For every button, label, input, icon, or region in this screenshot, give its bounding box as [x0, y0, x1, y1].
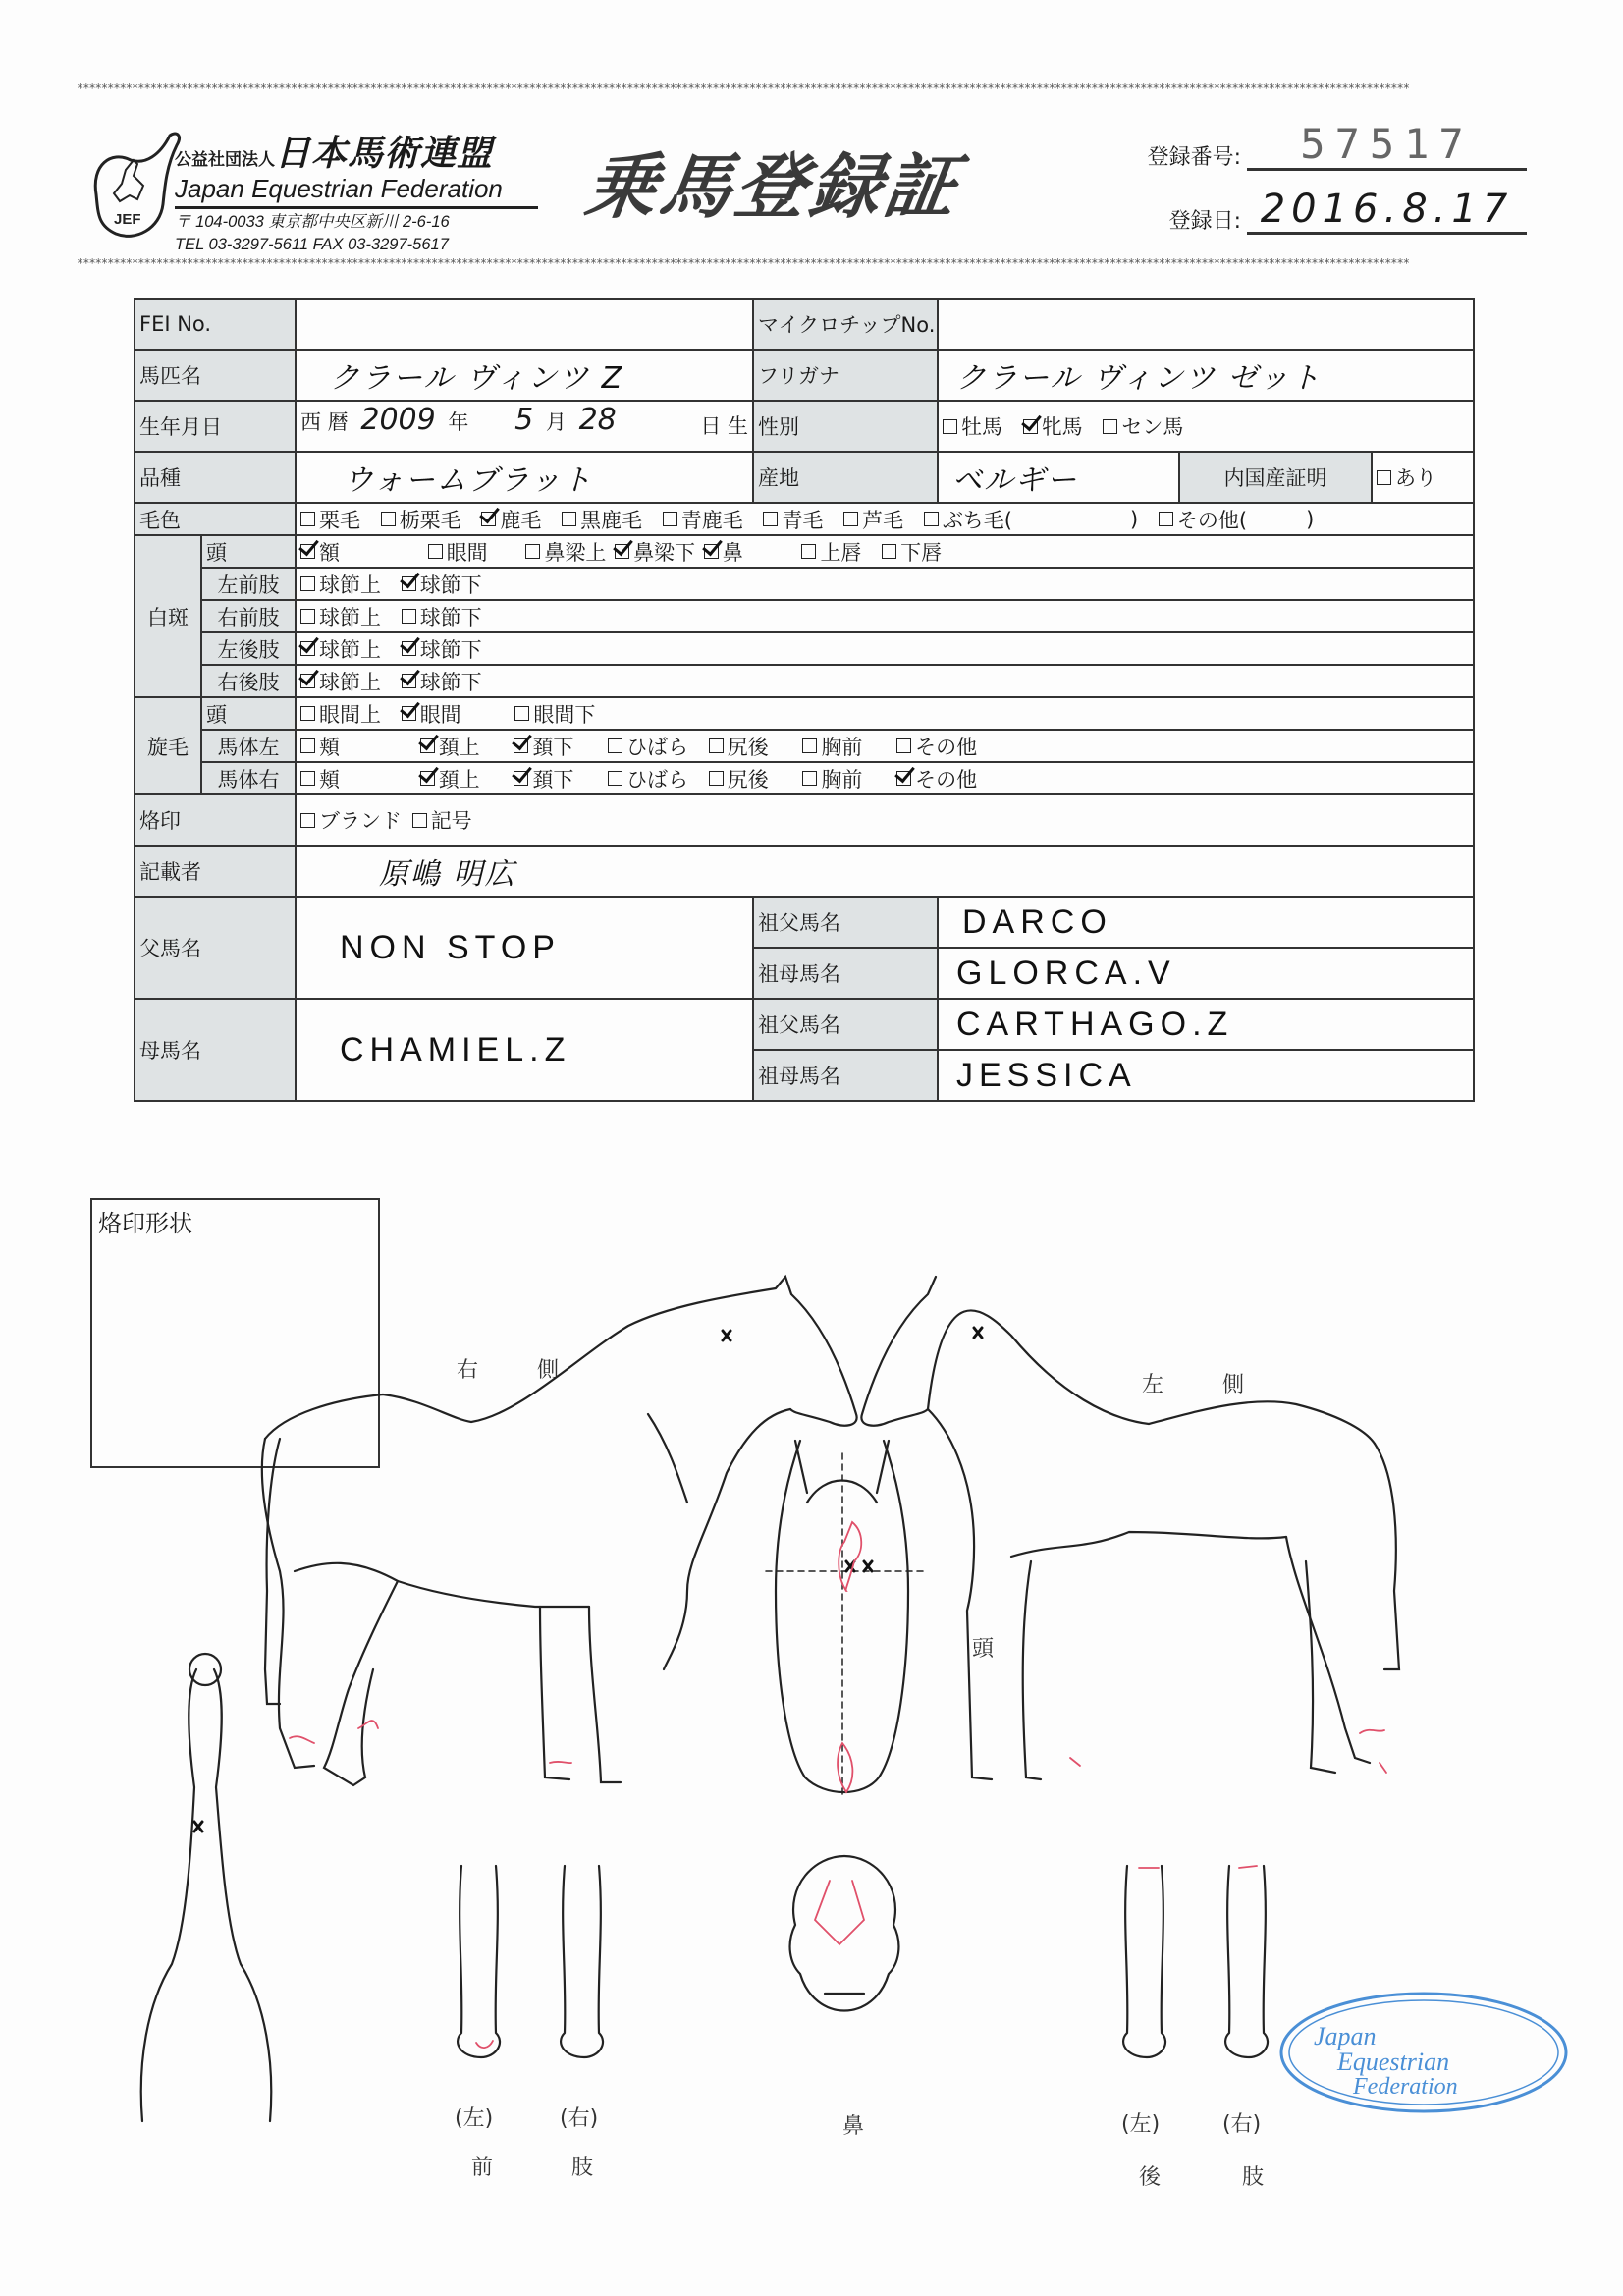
sire-granddam-field[interactable]: GLORCA.V [938, 948, 1474, 999]
whorl-option[interactable]: 尻後 [709, 732, 783, 761]
color-option[interactable]: 青毛 [763, 505, 823, 534]
marking-option[interactable]: 鼻梁下 [615, 537, 695, 567]
whorl-option[interactable]: 眼間上 [300, 699, 381, 729]
decorative-star-border-bottom: ************************************************************************************************************************************************************************************************************************** [77, 257, 1409, 269]
left-side-label: 左側 [1142, 1373, 1304, 1397]
marking-option[interactable]: 眼間 [428, 537, 506, 567]
foreleg-label: 肢 [571, 2156, 594, 2180]
color-option[interactable]: 青鹿毛 [663, 505, 743, 534]
horse-name-label: 馬匹名 [135, 350, 296, 401]
furigana-field[interactable]: クラール ヴィンツ ゼット [938, 350, 1474, 401]
birth-date-label: 生年月日 [135, 401, 296, 452]
color-label: 毛色 [135, 503, 296, 535]
color-option[interactable]: 栃栗毛 [381, 505, 461, 534]
horse-right-side-icon [262, 1277, 857, 1785]
whorl-option[interactable]: 頚下 [514, 764, 587, 793]
sex-label: 性別 [753, 401, 938, 452]
hindleg-left-label: (左) [1121, 2112, 1161, 2137]
dam-granddam-label: 祖母馬名 [753, 1050, 938, 1101]
horse-head-front-icon [766, 1441, 923, 1797]
whorl-option[interactable]: 頬 [300, 764, 400, 793]
domestic-cert-option[interactable]: あり [1372, 452, 1474, 503]
marking-option[interactable]: 球節下 [402, 570, 482, 599]
foreleg-right-label: (右) [560, 2106, 599, 2131]
white-markings-label: 白斑 [135, 535, 201, 697]
svg-text:Japan: Japan [1314, 2022, 1377, 2050]
brand-label: 烙印 [135, 794, 296, 846]
color-option[interactable]: その他( ) [1159, 505, 1314, 534]
whorl-option[interactable]: 頚下 [514, 732, 587, 761]
horse-nose-icon [790, 1856, 899, 2011]
whorl-option[interactable]: ひばら [608, 764, 688, 793]
foreleg-label: 前 [471, 2156, 494, 2180]
sire-label: 父馬名 [135, 897, 296, 999]
furigana-label: フリガナ [753, 350, 938, 401]
whorl-part-body-left: 馬体左 [201, 730, 296, 762]
right-side-label: 右側 [457, 1358, 619, 1383]
hindleg-label: 肢 [1242, 2165, 1265, 2190]
registration-number-label: 登録番号: [1147, 145, 1241, 170]
org-name-en: Japan Equestrian Federation [175, 174, 538, 209]
fei-no-label: FEI No. [135, 299, 296, 350]
birth-day: 28 [578, 403, 617, 437]
hindleg-right-label: (右) [1222, 2112, 1262, 2137]
dam-field[interactable]: CHAMIEL.Z [296, 999, 753, 1101]
marking-part-head: 頭 [201, 535, 296, 568]
whorl-option[interactable]: 尻後 [709, 764, 783, 793]
sex-option-gelding[interactable]: セン馬 [1103, 411, 1183, 441]
horse-top-view-icon [141, 1654, 272, 2121]
registration-number-value: 57517 [1247, 120, 1527, 171]
org-address: 〒 104-0033 東京都中央区新川 2-6-16 [175, 213, 450, 231]
whorl-option[interactable]: 眼間下 [514, 699, 595, 729]
marking-option[interactable]: 球節下 [402, 602, 482, 631]
recorder-field[interactable]: 原嶋 明広 [296, 846, 1474, 897]
recorder-label: 記載者 [135, 846, 296, 897]
dam-granddam-field[interactable]: JESSICA [938, 1050, 1474, 1101]
marking-option[interactable]: 球節下 [402, 667, 482, 696]
org-type: 公益社団法人 [175, 150, 275, 170]
marking-option[interactable]: 額 [300, 537, 407, 567]
whorl-option[interactable]: ひばら [608, 732, 688, 761]
document-title: 乗馬登録証 [580, 145, 966, 228]
horse-left-side-icon [861, 1277, 1399, 1779]
marking-option[interactable]: 球節上 [300, 570, 381, 599]
dam-grandsire-field[interactable]: CARTHAGO.Z [938, 999, 1474, 1050]
color-option[interactable]: 芦毛 [843, 505, 903, 534]
marking-option[interactable]: 上唇 [801, 537, 861, 567]
whorl-part-body-right: 馬体右 [201, 762, 296, 794]
sire-grandsire-field[interactable]: DARCO [938, 897, 1474, 948]
brand-shape-label: 烙印形状 [98, 1210, 192, 1237]
marking-option[interactable]: 下唇 [882, 537, 942, 567]
marking-option[interactable]: 球節下 [402, 634, 482, 664]
whorl-option[interactable]: その他 [896, 764, 977, 793]
registration-date-label: 登録日: [1168, 209, 1241, 234]
sire-grandsire-label: 祖父馬名 [753, 897, 938, 948]
whorl-option[interactable]: 胸前 [802, 764, 876, 793]
brand-option[interactable]: 記号 [412, 805, 472, 835]
horse-name-field[interactable]: クラール ヴィンツ Z [296, 350, 753, 401]
marking-option[interactable]: 鼻梁上 [525, 537, 606, 567]
head-label: 頭 [972, 1637, 995, 1662]
marking-option[interactable]: 球節上 [300, 667, 381, 696]
marking-part-left-hindleg: 左後肢 [201, 632, 296, 665]
domestic-cert-label: 内国産証明 [1179, 452, 1372, 503]
whorl-option[interactable]: 頚上 [420, 764, 494, 793]
sire-field[interactable]: NON STOP [296, 897, 753, 999]
dam-label: 母馬名 [135, 999, 296, 1101]
whorl-part-head: 頭 [201, 697, 296, 730]
whorl-option[interactable]: 頚上 [420, 732, 494, 761]
registration-date-value: 2016.8.17 [1247, 187, 1527, 235]
marking-option[interactable]: 鼻 [704, 537, 782, 567]
breed-field[interactable]: ウォームブラット [296, 452, 753, 503]
marking-option[interactable]: 球節上 [300, 634, 381, 664]
whorl-option[interactable]: 胸前 [802, 732, 876, 761]
org-contact: TEL 03-3297-5611 FAX 03-3297-5617 [175, 236, 449, 253]
decorative-star-border-top: ************************************************************************************************************************************************************************************************************************** [77, 82, 1409, 94]
sex-option-stallion[interactable]: 牡馬 [943, 411, 1002, 441]
birth-date-field[interactable]: 西 暦 2009 年 5 月 28 日 生 [296, 401, 753, 452]
org-name-jp: 日本馬術連盟 [275, 134, 494, 174]
breed-label: 品種 [135, 452, 296, 503]
color-option-bay[interactable]: 鹿毛 [481, 505, 541, 534]
whorl-option[interactable]: 眼間 [402, 699, 495, 729]
microchip-label: マイクロチップNo. [753, 299, 938, 350]
whorl-option[interactable]: その他 [896, 732, 977, 761]
origin-field[interactable]: ベルギー [938, 452, 1179, 503]
forelegs-front-view-icon [458, 1866, 603, 2057]
whorl-mark-icons [194, 1328, 982, 1831]
brand-option[interactable]: ブランド [300, 805, 402, 835]
marking-part-right-foreleg: 右前肢 [201, 600, 296, 632]
color-option[interactable]: ぶち毛( ) [924, 505, 1138, 534]
sex-option-mare[interactable]: 牝馬 [1023, 411, 1083, 441]
color-option[interactable]: 栗毛 [300, 505, 360, 534]
svg-text:Federation: Federation [1353, 2074, 1458, 2100]
whorl-option[interactable]: 頬 [300, 732, 400, 761]
jef-official-stamp-icon [1276, 1984, 1571, 2121]
marking-part-right-hindleg: 右後肢 [201, 665, 296, 697]
sire-granddam-label: 祖母馬名 [753, 948, 938, 999]
color-option[interactable]: 黒鹿毛 [562, 505, 642, 534]
birth-month: 5 [514, 403, 534, 437]
nose-label: 鼻 [842, 2114, 865, 2139]
white-marking-outline-icons [290, 1522, 1386, 2048]
dam-grandsire-label: 祖父馬名 [753, 999, 938, 1050]
origin-label: 産地 [753, 452, 938, 503]
marking-part-left-foreleg: 左前肢 [201, 568, 296, 600]
marking-option[interactable]: 球節上 [300, 602, 381, 631]
hindleg-label: 後 [1139, 2165, 1162, 2190]
birth-year: 2009 [360, 403, 436, 437]
hindlegs-rear-view-icon [1123, 1866, 1268, 2057]
whorls-label: 旋毛 [135, 697, 201, 794]
foreleg-left-label: (左) [455, 2106, 494, 2131]
svg-text:Equestrian: Equestrian [1337, 2048, 1450, 2076]
svg-text:JEF: JEF [114, 211, 141, 228]
